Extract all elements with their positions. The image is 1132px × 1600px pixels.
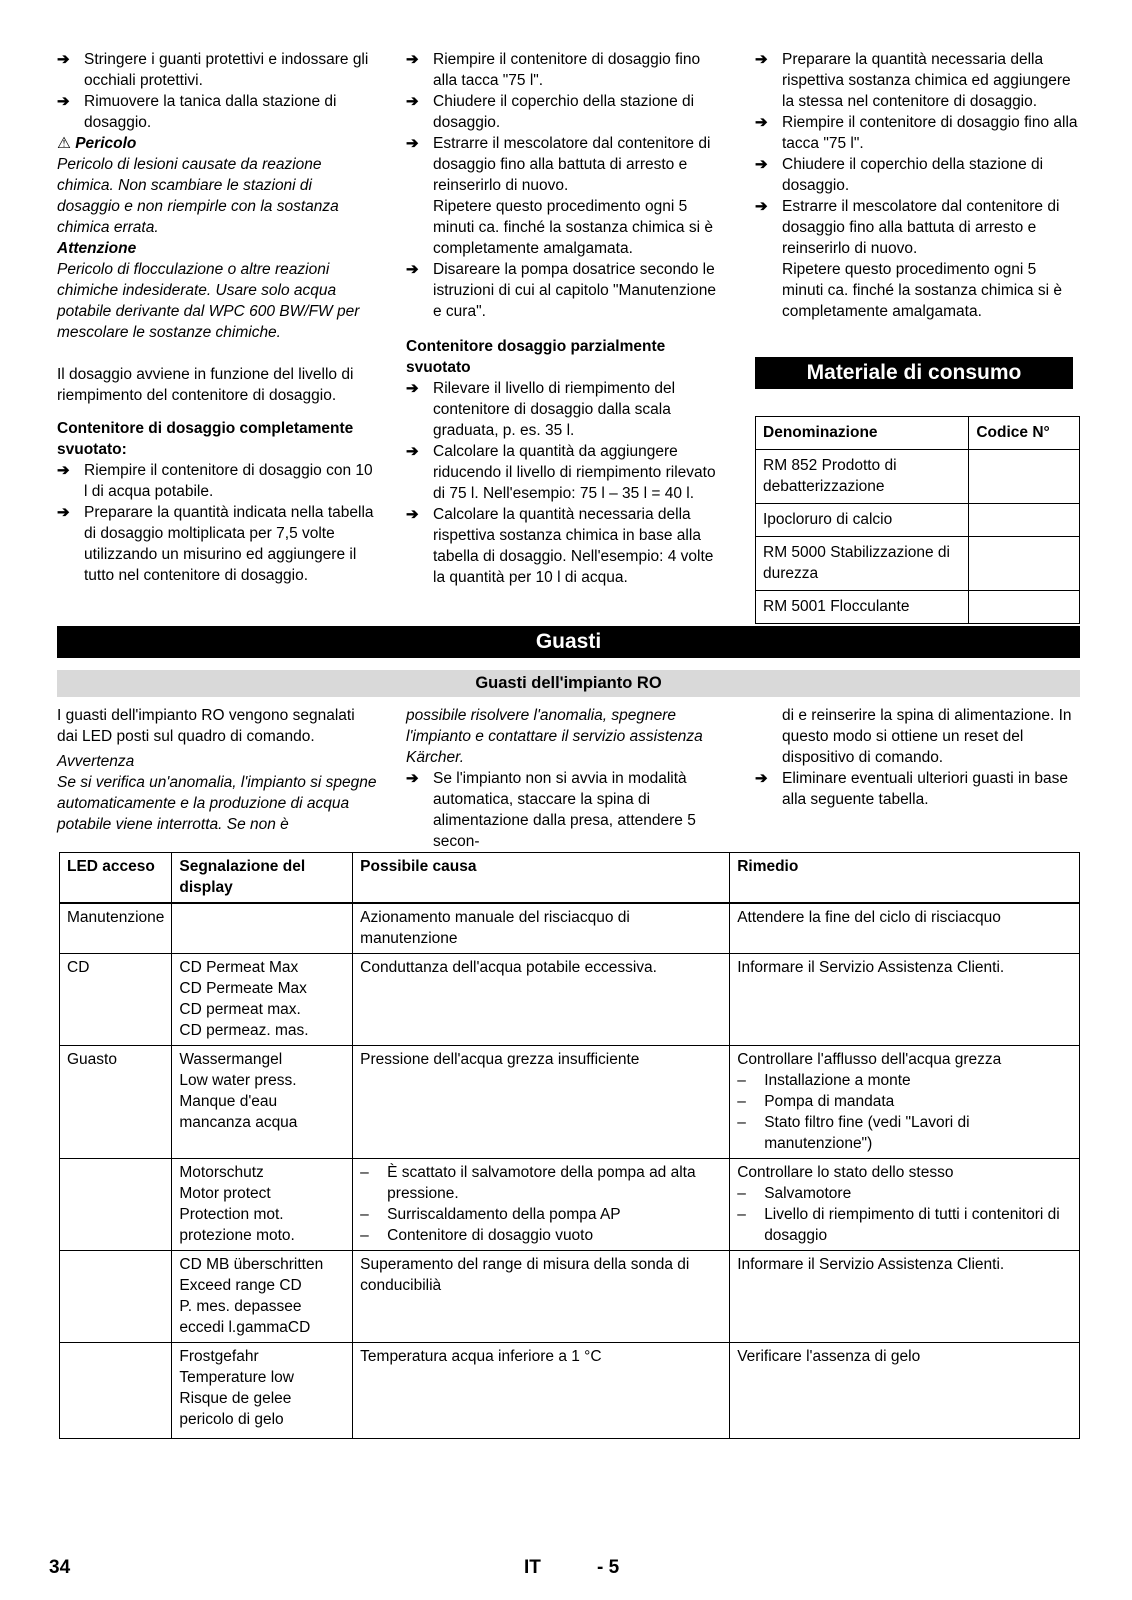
subheading: Contenitore dosaggio parzialmente svuotato [406,338,666,376]
column-2 [406,49,728,588]
step: ➔ Riempire il contenitore di dosaggio con 10 l di acqua potabile. [57,460,379,502]
language-code: IT [524,1557,541,1578]
step: ➔ Eliminare eventuali ulteriori guasti in base alla seguente tabella. [755,768,1080,810]
step: ➔ Estrarre il mescolatore dal contenitore di dosaggio fino alla battuta di arresto e reinserirlo di nuovo. [755,196,1080,259]
faults-column-1 [57,705,379,835]
step: ➔ Preparare la quantità necessaria della rispettiva sostanza chimica ed aggiungere la stessa nel contenitore di dosaggio. [755,49,1080,112]
col-name-header: Denominazione [756,417,969,450]
step: ➔ Rimuovere la tanica dalla stazione di dosaggio. [57,91,379,133]
step: ➔ Se l'impianto non si avvia in modalità automatica, staccare la spina di alimentazione dalla presa, attendere 5 secon- [406,768,728,852]
step: ➔ Disareare la pompa dosatrice secondo le istruzioni di cui al capitolo "Manutenzione e cura". [406,259,728,322]
warning-text: Se si verifica un'anomalia, l'impianto si spegne automaticamente e la produzione di acqua potabile viene interrotta. Se non è [57,774,377,833]
table-row: Motorschutz Motor protect Protection mot. protezione moto. – È scattato il salvamotore della pompa ad alta pressione. – Surriscaldamento della pompa AP – Contenitore di dosaggio vuoto Controllare lo stato dello stesso – Salvamotore – Livello di riempimento di tutti i contenitori di dosaggio [60,1159,1080,1251]
table-row: CD CD Permeat Max CD Permeate Max CD permeat max. CD permeaz. mas. Conduttanza dell'acqua potabile eccessiva. Informare il Servizio Assistenza Clienti. [60,954,1080,1046]
step: ➔ Estrarre il mescolatore dal contenitore di dosaggio fino alla battuta di arresto e reinserirlo di nuovo. [406,133,728,196]
danger-text: Pericolo di lesioni causate da reazione chimica. Non scambiare le stazioni di dosaggio e non riempirle con la sostanza chimica errata. [57,156,339,236]
table-row: Manutenzione Azionamento manuale del risciacquo di manutenzione Attendere la fine del ciclo di risciacquo [60,904,1080,954]
repeat-note: Ripetere questo procedimento ogni 5 minuti ca. finché la sostanza chimica si è completamente amalgamata. [782,261,1062,320]
faults-subheading: Guasti dell'impianto RO [57,670,1080,697]
repeat-note: Ripetere questo procedimento ogni 5 minuti ca. finché la sostanza chimica si è completamente amalgamata. [433,198,713,257]
step: ➔ Stringere i guanti protettivi e indossare gli occhiali protettivi. [57,49,379,91]
faults-column-2 [406,705,728,852]
warning-triangle-icon: ⚠ [57,135,71,152]
col-code-header: Codice N° [969,417,1080,450]
attention-heading: Attenzione [57,240,137,257]
faults-heading: Guasti [57,626,1080,658]
section-number: - 5 [597,1557,620,1578]
table-row: Frostgefahr Temperature low Risque de gelee pericolo di gelo Temperatura acqua inferiore a 1 °C Verificare l'assenza di gelo [60,1343,1080,1439]
warning-heading: Avvertenza [57,753,135,770]
subheading: Contenitore di dosaggio completamente svuotato: [57,420,354,458]
materials-table [755,416,1080,624]
materials-heading: Materiale di consumo [755,357,1073,389]
step: ➔ Riempire il contenitore di dosaggio fino alla tacca "75 l". [406,49,728,91]
table-row: Guasto Wassermangel Low water press. Manque d'eau mancanza acqua Pressione dell'acqua grezza insufficiente Controllare l'afflusso dell'acqua grezza – Installazione a monte – Pompa di mandata – Stato filtro fine (vedi "Lavori di manutenzione") [60,1046,1080,1159]
intro: I guasti dell'impianto RO vengono segnalati dai LED posti sul quadro di comando. [57,707,355,745]
step: ➔ Chiudere il coperchio della stazione di dosaggio. [755,154,1080,196]
faults-table [59,852,1080,1439]
attention-text: Pericolo di flocculazione o altre reazioni chimiche indesiderate. Usare solo acqua potabile derivante dal WPC 600 BW/FW per mescolare le sostanze chimiche. [57,261,360,341]
table-header-row: LED acceso Segnalazione del display Possibile causa Rimedio [60,853,1080,903]
danger-heading: ⚠ Pericolo [57,135,137,152]
table-row: RM 852 Prodotto di debatterizzazione [756,450,1080,504]
step: ➔ Rilevare il livello di riempimento del contenitore di dosaggio dalla scala graduata, p. es. 35 l. [406,378,728,441]
page-number: 34 [49,1557,71,1578]
table-header-row [756,417,1080,450]
step-continued: di e reinserire la spina di alimentazione. In questo modo si ottiene un reset del dispositivo di comando. [782,707,1072,766]
column-1 [57,49,379,586]
table-row: Ipocloruro di calcio [756,504,1080,537]
step: ➔ Chiudere il coperchio della stazione di dosaggio. [406,91,728,133]
warning-text-continued: possibile risolvere l'anomalia, spegnere l'impianto e contattare il servizio assistenza Kärcher. [406,707,703,766]
step: ➔ Riempire il contenitore di dosaggio fino alla tacca "75 l". [755,112,1080,154]
step: ➔ Preparare la quantità indicata nella tabella di dosaggio moltiplicata per 7,5 volte utilizzando un misurino ed aggiungere il tutto nel contenitore di dosaggio. [57,502,379,586]
table-row: RM 5001 Flocculante [756,591,1080,624]
faults-column-3 [755,705,1080,810]
paragraph: Il dosaggio avviene in funzione del livello di riempimento del contenitore di dosaggio. [57,366,354,404]
table-row: RM 5000 Stabilizzazione di durezza [756,537,1080,591]
table-row: CD MB überschritten Exceed range CD P. mes. depassee eccedi l.gammaCD Superamento del range di misura della sonda di conducibilià Informare il Servizio Assistenza Clienti. [60,1251,1080,1343]
column-3 [755,49,1080,322]
step: ➔ Calcolare la quantità necessaria della rispettiva sostanza chimica in base alla tabella di dosaggio. Nell'esempio: 4 volte la quantità per 10 l di acqua. [406,504,728,588]
step: ➔ Calcolare la quantità da aggiungere riducendo il livello di riempimento rilevato di 75 l. Nell'esempio: 75 l – 35 l = 40 l. [406,441,728,504]
